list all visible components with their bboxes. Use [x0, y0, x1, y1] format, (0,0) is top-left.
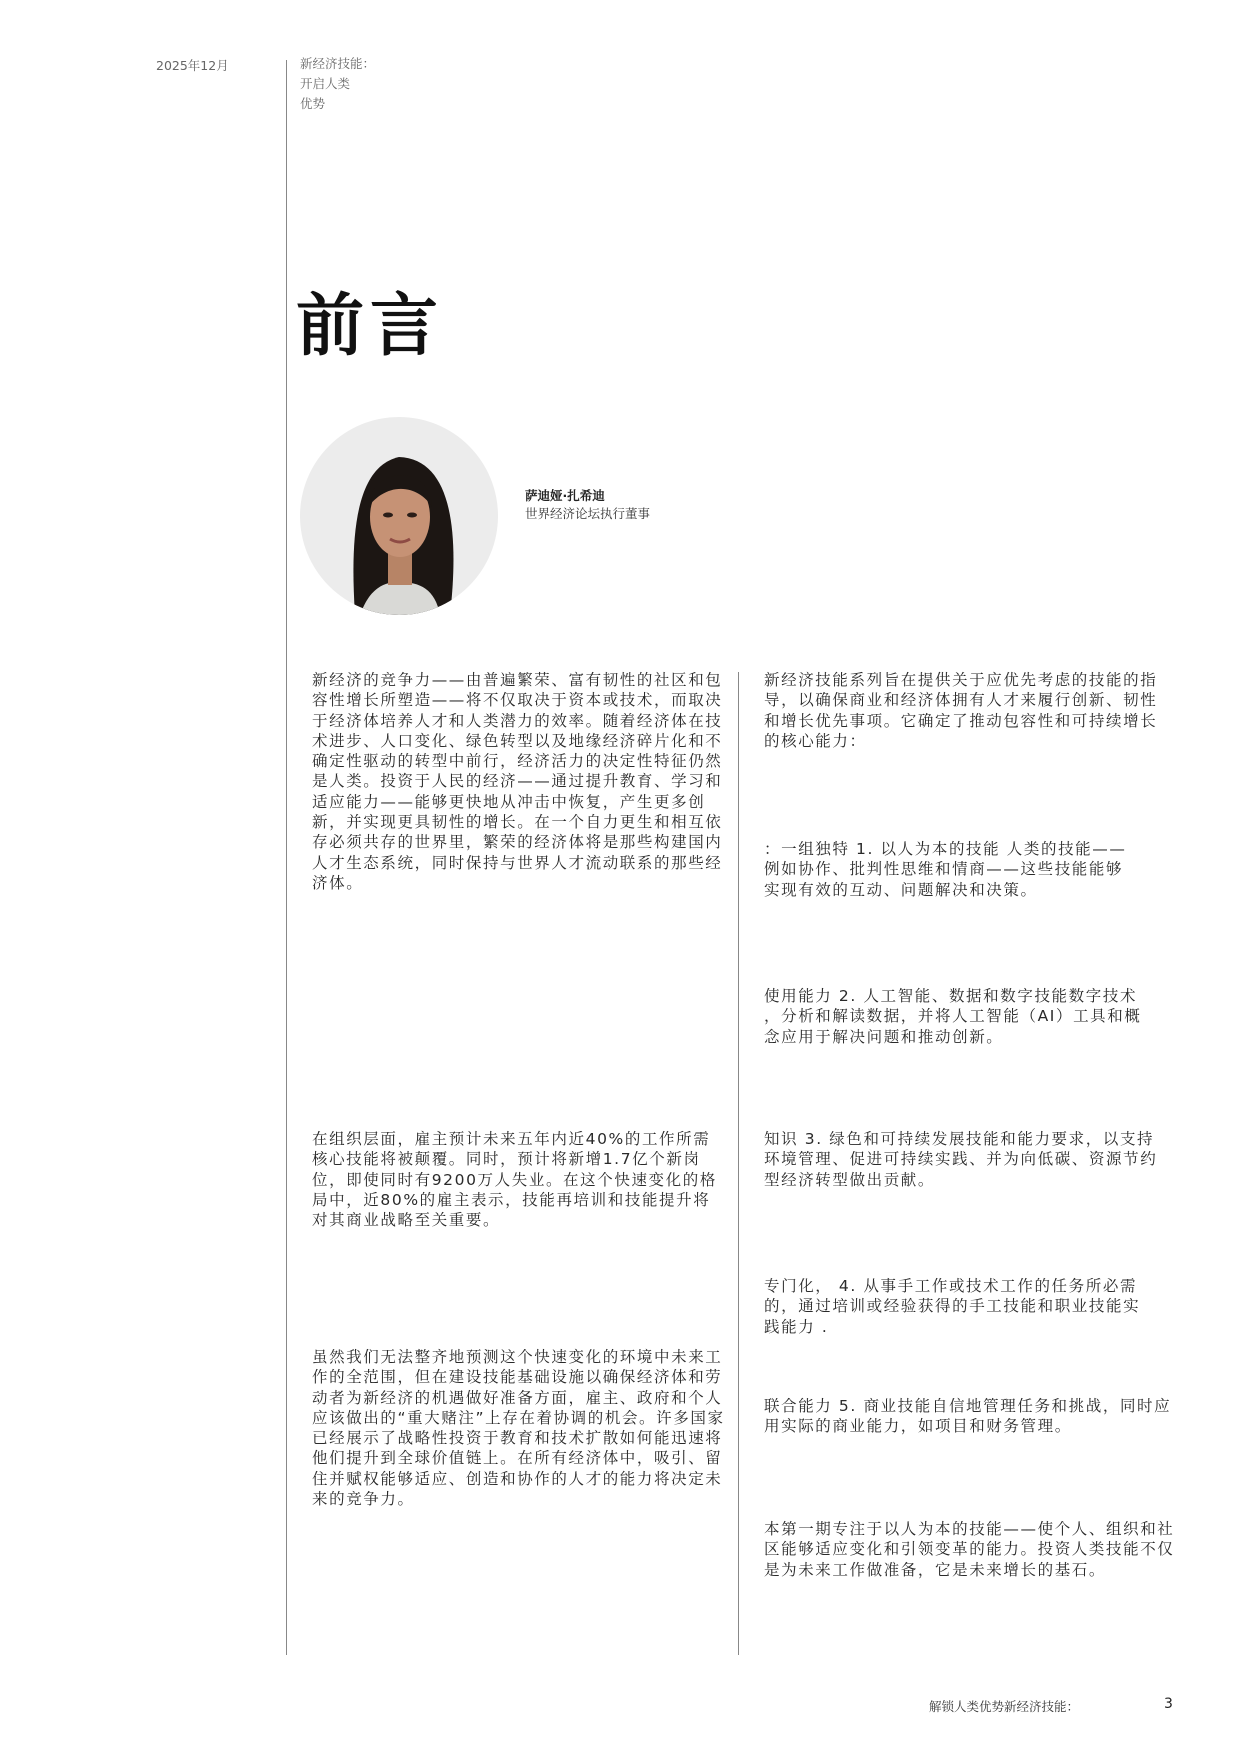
skill-item: ：一组独特 1. 以人为本的技能 人类的技能—— 例如协作、批判性思维和情商——这些技能能够 实现有效的互动、问题解决和决策。	[764, 840, 1127, 899]
column-divider	[738, 672, 739, 1655]
report-title-line: 新经济技能：	[300, 56, 376, 71]
skill-item: 联合能力 5. 商业技能自信地管理任务和挑战，同时应 用实际的商业能力，如项目和财务管理。	[764, 1397, 1172, 1436]
footer-running-title: 解锁人类优势新经济技能：	[928, 1699, 1079, 1714]
left-divider	[286, 60, 287, 1655]
portrait-icon	[300, 417, 498, 615]
closing-paragraph: 本第一期专注于以人为本的技能——使个人、组织和社 区能够适应变化和引领变革的能力。投资人类技能不仅 是为未来工作做准备，它是未来增长的基石。	[764, 1520, 1175, 1579]
report-title	[300, 54, 375, 114]
author-photo	[300, 417, 498, 615]
skill-item: 专门化， 4. 从事手工作或技术工作的任务所必需 的，通过培训或经验获得的手工技能和职业技能实 践能力 .	[764, 1277, 1141, 1336]
foreword-paragraph: 在组织层面，雇主预计未来五年内近40%的工作所需核心技能将被颠覆。同时，预计将新增1.7亿个新岗位，即使同时有9200万人失业。在这个快速变化的格局中，近80%的雇主表示，技能再培训和技能提升将对其商业战略至关重要。	[312, 1130, 717, 1230]
author-name: 萨迪娅·扎希迪	[525, 488, 605, 503]
page-title: 前言	[296, 287, 445, 366]
author-role: 世界经济论坛执行董事	[525, 506, 651, 521]
series-intro: 新经济技能系列旨在提供关于应优先考虑的技能的指 导，以确保商业和经济体拥有人才来履行创新、韧性 和增长优先事项。它确定了推动包容性和可持续增长 的核心能力：	[764, 671, 1158, 750]
skill-item: 使用能力 2. 人工智能、数据和数字技能数字技术 ，分析和解读数据，并将人工智能（AI）工具和概 念应用于解决问题和推动创新。	[764, 987, 1142, 1046]
report-title-line: 开启人类	[300, 76, 351, 91]
page-number: 3	[1164, 1696, 1173, 1712]
foreword-paragraph: 虽然我们无法整齐地预测这个快速变化的环境中未来工作的全范围，但在建设技能基础设施以确保经济体和劳动者为新经济的机遇做好准备方面，雇主、政府和个人应该做出的“重大赌注”上存在着协调的机会。许多国家已经展示了战略性投资于教育和技术扩散如何能迅速将他们提升到全球价值链上。在所有经济体中，吸引、留住并赋权能够适应、创造和协作的人才的能力将决定未来的竞争力。	[312, 1348, 725, 1509]
foreword-paragraph: 新经济的竞争力——由普遍繁荣、富有韧性的社区和包容性增长所塑造——将不仅取决于资本或技术，而取决于经济体培养人才和人类潜力的效率。随着经济体在技术进步、人口变化、绿色转型以及地缘经济碎片化和不确定性驱动的转型中前行，经济活力的决定性特征仍然是人类。投资于人民的经济——通过提升教育、学习和适应能力——能够更快地从冲击中恢复，产生更多创新，并实现更具韧性的增长。在一个自力更生和相互依存必须共存的世界里，繁荣的经济体将是那些构建国内人才生态系统，同时保持与世界人才流动联系的那些经济体。	[312, 671, 723, 892]
report-title-line: 优势	[300, 96, 326, 111]
skill-item: 知识 3. 绿色和可持续发展技能和能力要求，以支持 环境管理、促进可持续实践、并为向低碳、资源节约 型经济转型做出贡献。	[764, 1130, 1158, 1189]
publication-date: 2025年12月	[156, 58, 229, 73]
